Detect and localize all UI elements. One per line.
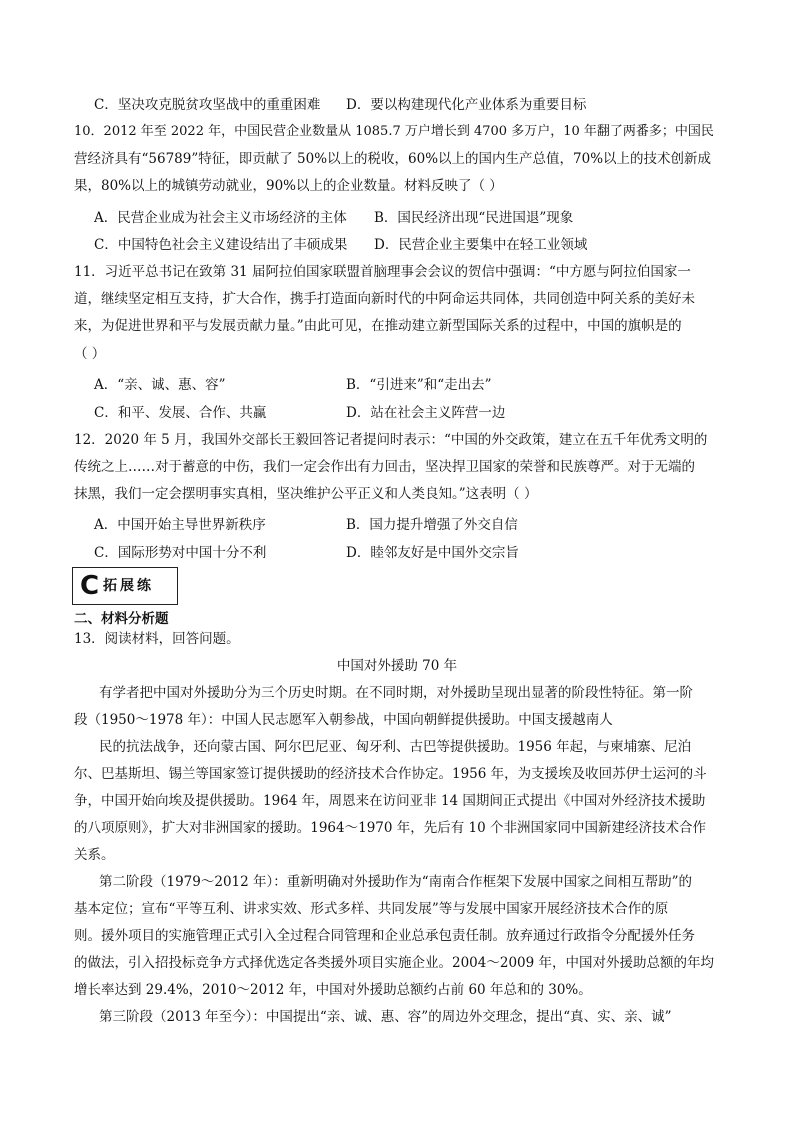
q12-option-a: A．中国开始主导世界新秩序: [94, 517, 266, 533]
q12-option-c: C．国际形势对中国十分不利: [94, 545, 267, 561]
q11-stem-line-4: （ ）: [74, 346, 106, 362]
article-p2-line-2: 基本定位；宣布“平等互利、讲求实效、形式多样、共同发展”等与发展中国家开展经济技术合作的原: [74, 901, 669, 917]
article-title: 中国对外援助 70 年: [336, 658, 458, 674]
q12-stem-line-2: 传统之上……对于蓄意的中伤，我们一定会作出有力回击，坚决捍卫国家的荣誉和民族尊严。对于无端的: [74, 459, 695, 475]
article-p2-line-1: 第二阶段（1979～2012 年）：重新明确对外援助作为“南南合作框架下发展中国家之间相互帮助”的: [99, 874, 693, 890]
q13-stem: 13．阅读材料，回答问题。: [74, 631, 240, 647]
article-p2-line-3: 则。援外项目的实施管理正式引入全过程合同管理和企业总承包责任制。放弃通过行政指令分配援外任务: [74, 928, 695, 944]
q10-option-d: D．民营企业主要集中在轻工业领域: [374, 237, 588, 253]
article-p2-line-4: 的做法，引入招投标竞争方式择优选定各类援外项目实施企业。2004～2009 年，中国对外援助总额的年均: [74, 955, 715, 971]
article-p1-line-4: 尔、巴基斯坦、锡兰等国家签订提供援助的经济技术合作协定。1956 年，为支援埃及收回苏伊士运河的斗: [74, 766, 707, 782]
section-letter: C: [80, 571, 100, 601]
q11-stem-line-1: 11．习近平总书记在致第 31 届阿拉伯国家联盟首脑理事会会议的贺信中强调：“中方愿与阿拉伯国家一: [74, 264, 691, 280]
q10-stem-line-3: 果，80%以上的城镇劳动就业，90%以上的企业数量。材料反映了（ ）: [74, 178, 503, 194]
article-p1-line-2: 段（1950～1978 年）：中国人民志愿军入朝参战，中国向朝鲜提供援助。中国支援越南人: [74, 712, 613, 728]
q12-stem-line-1: 12．2020 年 5 月，我国外交部长王毅回答记者提问时表示：“中国的外交政策，建立在五千年优秀文明的: [74, 432, 708, 448]
q9-option-c: C．坚决攻克脱贫攻坚战中的重重困难: [94, 97, 321, 113]
q9-option-d: D．要以构建现代化产业体系为重要目标: [346, 97, 587, 113]
q12-option-d: D．睦邻友好是中国外交宗旨: [346, 545, 519, 561]
q12-stem-line-3: 抹黑，我们一定会摆明事实真相，坚决维护公平正义和人类良知。”这表明（ ）: [74, 486, 538, 502]
section-label-text: 拓展练: [103, 578, 154, 594]
article-p1-line-3: 民的抗法战争，还向蒙古国、阿尔巴尼亚、匈牙利、古巴等提供援助。1956 年起，与柬埔寨、尼泊: [99, 739, 692, 755]
q11-stem-line-3: 来，为促进世界和平与发展贡献力量。”由此可见，在推动建立新型国际关系的过程中，中国的旗帜是的: [74, 318, 682, 334]
q10-option-a: A．民营企业成为社会主义市场经济的主体: [94, 210, 347, 226]
article-p1-line-7: 关系。: [74, 847, 115, 863]
article-p1-line-6: 的八项原则》，扩大对非洲国家的援助。1964～1970 年，先后有 10 个非洲国家同中国新建经济技术合作: [74, 820, 707, 836]
q10-option-b: B．国民经济出现“民进国退”现象: [374, 210, 574, 226]
q10-option-c: C．中国特色社会主义建设结出了丰硕成果: [94, 237, 348, 253]
q10-stem-line-2: 营经济具有“56789”特征，即贡献了 50%以上的税收，60%以上的国内生产总值，70%以上的技术创新成: [74, 151, 712, 167]
article-p1-line-5: 争，中国开始向埃及提供援助。1964 年，周恩来在访问亚非 14 国期间正式提出《中国对外经济技术援助: [74, 793, 706, 809]
article-p1-line-1: 有学者把中国对外援助分为三个历史时期。在不同时期，对外援助呈现出显著的阶段性特征。第一阶: [99, 685, 693, 701]
section-heading: 二、材料分析题: [74, 611, 169, 627]
q11-option-a: A．“亲、诚、惠、容”: [94, 377, 226, 393]
q11-option-d: D．站在社会主义阵营一边: [346, 405, 506, 421]
section-label-box: [72, 567, 178, 605]
q11-option-c: C．和平、发展、合作、共赢: [94, 405, 267, 421]
q11-option-b: B．“引进来”和“走出去”: [346, 377, 492, 393]
q10-stem-line-1: 10．2012 年至 2022 年，中国民营企业数量从 1085.7 万户增长到 4700 多万户，10 年翻了两番多；中国民: [74, 124, 714, 139]
q12-option-b: B．国力提升增强了外交自信: [346, 517, 518, 533]
article-p3-line-1: 第三阶段（2013 年至今）：中国提出“亲、诚、惠、容”的周边外交理念，提出“真、实、亲、诚”: [99, 1009, 672, 1025]
article-p2-line-5: 增长率达到 29.4%，2010～2012 年，中国对外援助总额约占前 60 年总和的 30%。: [74, 982, 592, 998]
q11-stem-line-2: 道，继续坚定相互支持，扩大合作，携手打造面向新时代的中阿命运共同体，共同创造中阿关系的美好未: [74, 291, 695, 307]
